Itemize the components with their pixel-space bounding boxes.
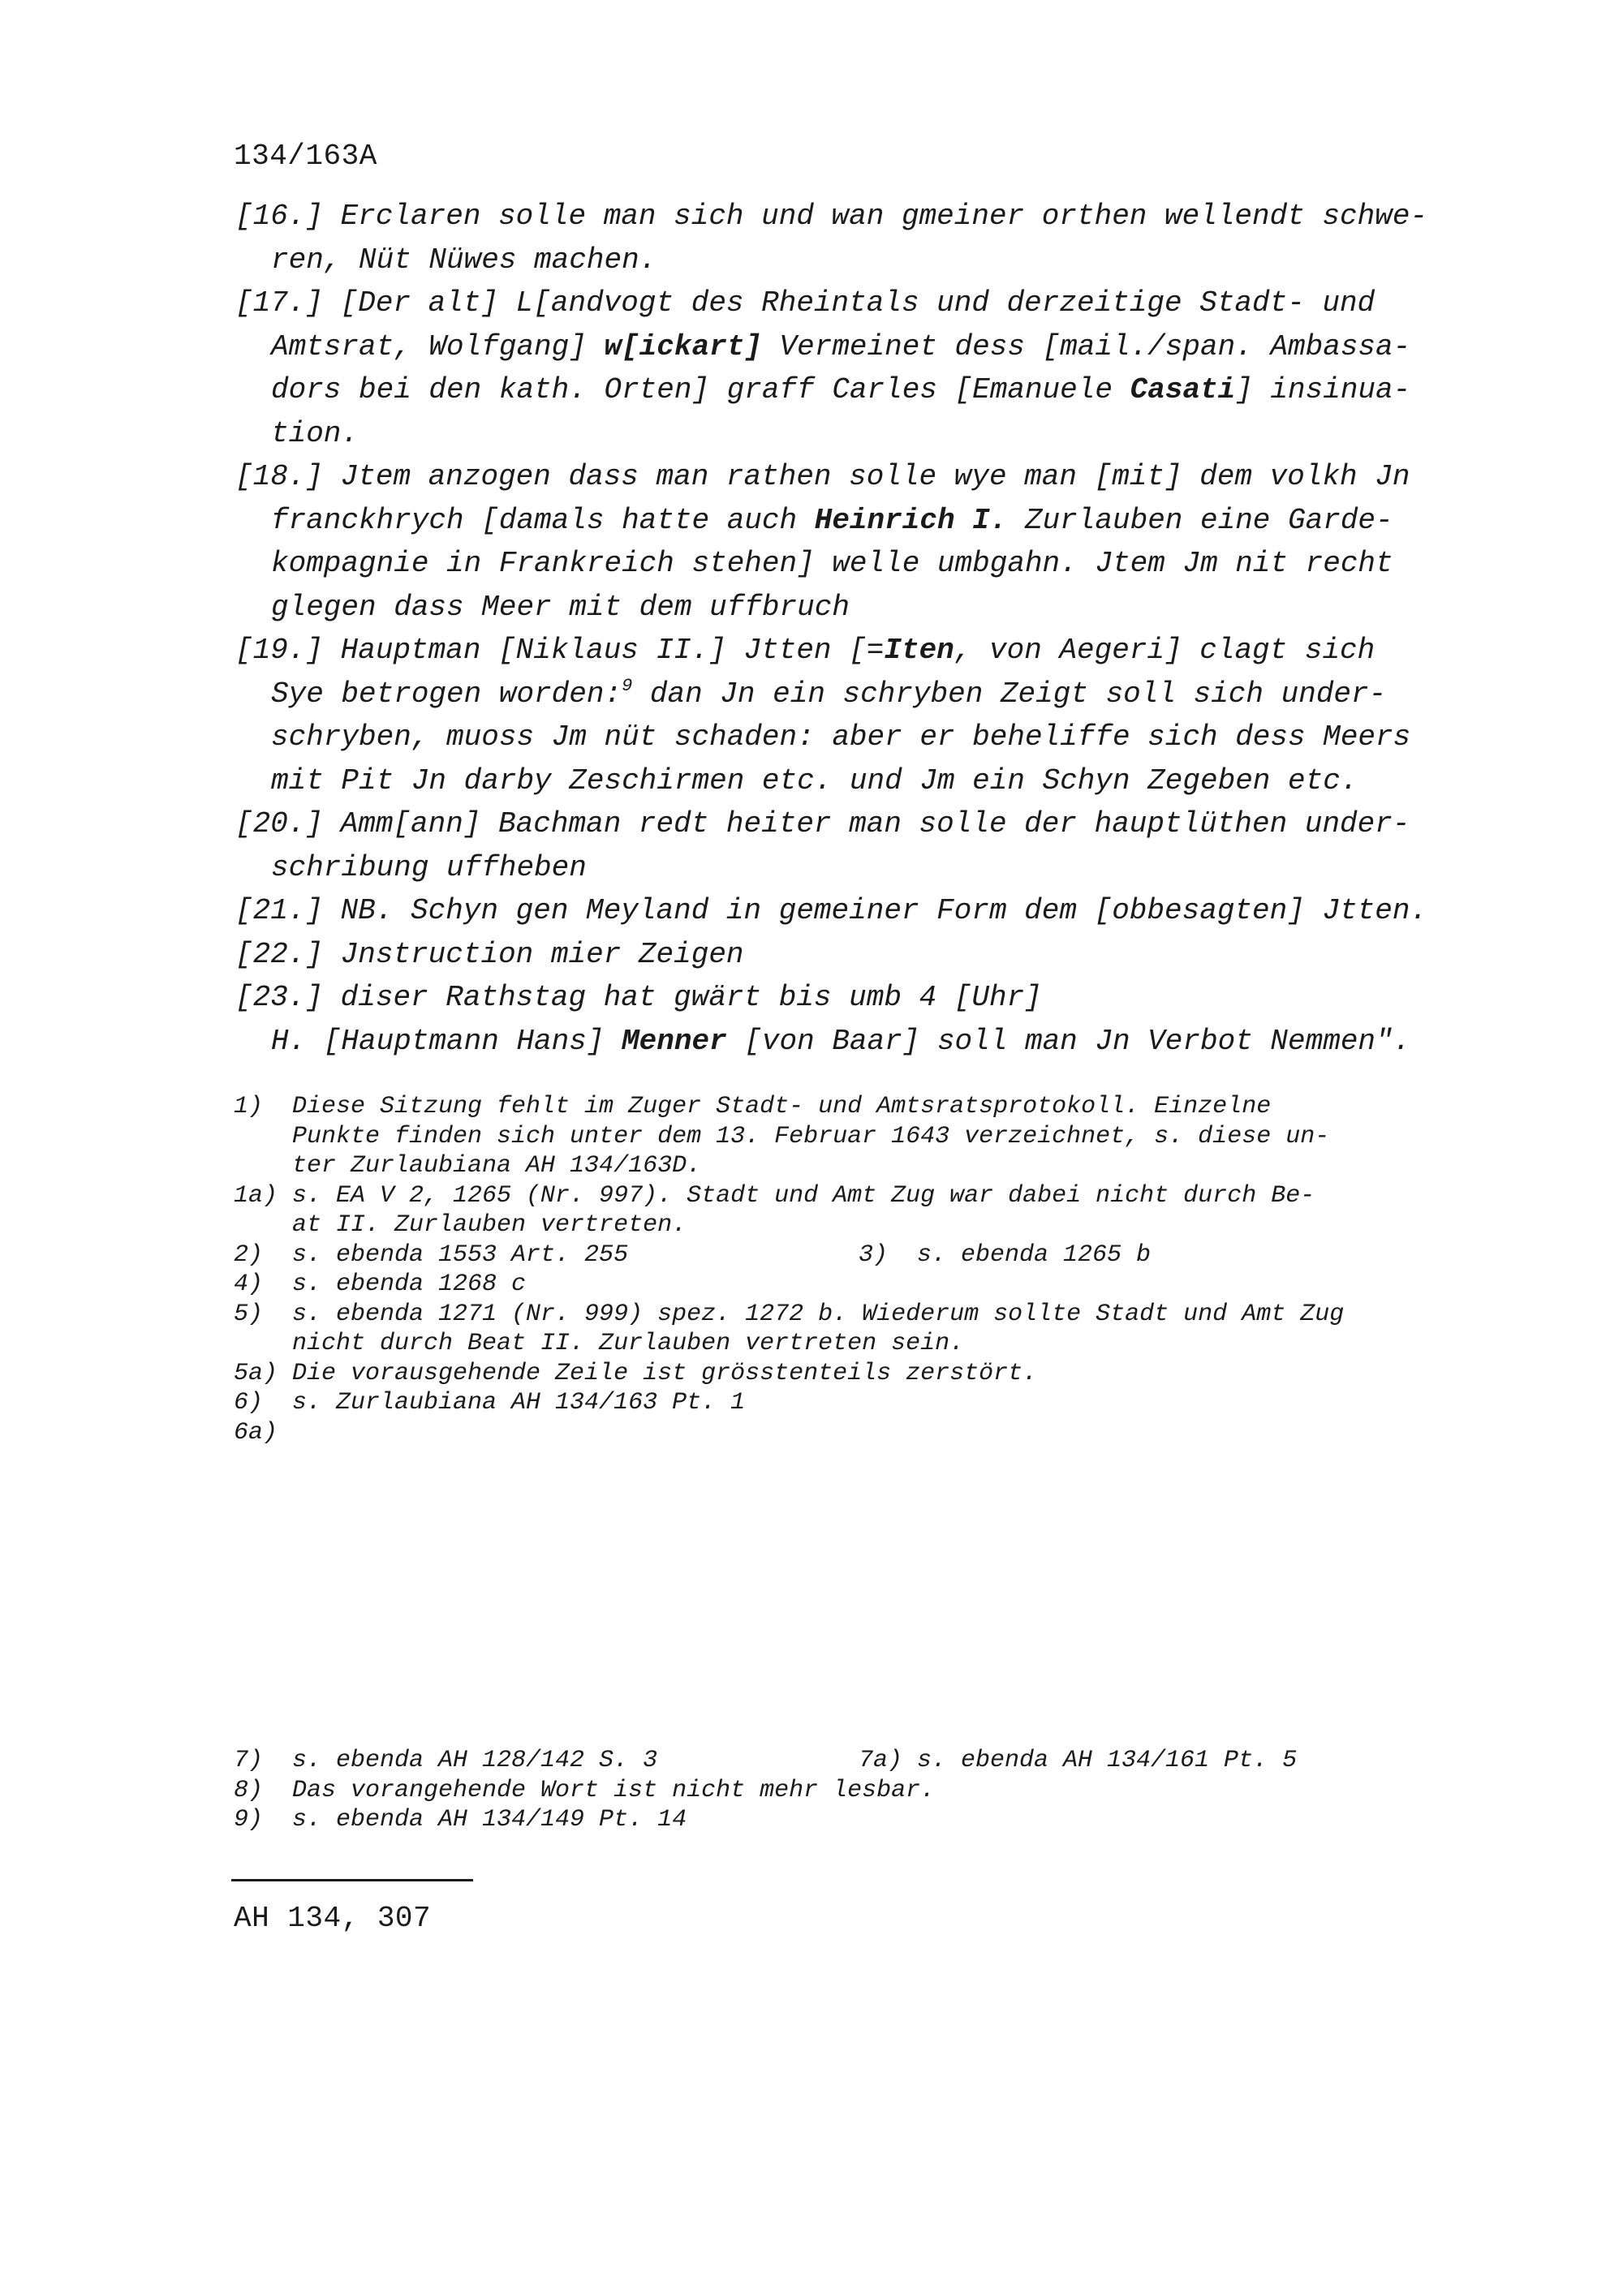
entry-number: [20.] [235,807,324,841]
entry-text: Vermeinet dess [mail./span. Ambassa- [761,329,1411,363]
footnote-text: s. ebenda 1268 c [292,1271,527,1298]
entry-20 [235,802,1501,889]
entry-text: ] insinua- [1235,373,1411,406]
footnote-number: 4) [234,1271,264,1298]
entry-16 [235,195,1501,282]
footnote-4 [234,1270,1500,1300]
footnote-text: s. ebenda 1265 b [917,1240,1152,1269]
footnote-number: 5a) [234,1359,278,1387]
footnote-text: Die vorausgehende Zeile ist grösstenteils zerstört. [292,1359,1038,1387]
footnote-number: 3) [859,1240,889,1269]
footnote-text: nicht durch Beat II. Zurlauben vertreten sein. [292,1330,965,1357]
footnote-5 [234,1300,1500,1359]
footnotes-bottom [234,1746,1500,1835]
entry-text: NB. Schyn gen Meyland in gemeiner Form dem [obbesagten] Jtten. [340,894,1428,927]
entry-text: kompagnie in Frankreich stehen] welle umbgahn. Jtem Jm nit recht [271,547,1393,580]
archive-reference: AH 134, 307 [234,1902,432,1935]
footnote-number: 1) [234,1093,264,1120]
entry-number: [19.] [235,634,324,667]
entry-text: Amm[ann] Bachman redt heiter man solle der hauptlüthen under- [340,807,1410,841]
footnote-1a [234,1181,1500,1240]
footnote-text: Das vorangehende Wort ist nicht mehr lesbar. [292,1776,936,1804]
footnote-marker: 9 [622,675,633,696]
page-reference: 134/163A [234,140,377,173]
entry-text: schryben, muoss Jm nüt schaden: aber er beheliffe sich dess Meers [271,720,1411,754]
entry-text: Amtsrat, Wolfgang] [271,329,605,363]
entry-text: , von Aegeri] clagt sich [954,634,1375,667]
footnote-6 [234,1388,1500,1418]
footnote-number: 9) [234,1806,264,1834]
footnote-number: 2) [234,1240,264,1269]
entry-number: [21.] [235,894,324,927]
footnote-text: s. Zurlaubiana AH 134/163 Pt. 1 [292,1389,746,1417]
entry-text: H. [Hauptmann Hans] [271,1024,622,1058]
footnote-5a [234,1359,1500,1389]
footnote-2-3 [234,1240,1500,1271]
footer-divider [231,1879,473,1881]
entry-text: tion. [271,416,359,450]
entry-text: Jnstruction mier Zeigen [340,937,744,971]
footnote-number: 8) [234,1776,264,1804]
footnote-number: 1a) [234,1181,278,1210]
entry-22 [235,933,1501,977]
bold-name: Heinrich I. [814,503,1008,537]
footnote-number: 7) [234,1747,264,1774]
entry-text: Zurlauben eine Garde- [1007,503,1393,537]
entry-text: dan Jn ein schryben Zeigt soll sich under- [632,677,1387,711]
footnotes-top [234,1092,1500,1447]
footnote-text: s. ebenda 1271 (Nr. 999) spez. 1272 b. Wiederum sollte Stadt und Amt Zug [292,1300,1345,1328]
protocol-entries [235,195,1501,1063]
footnote-text: s. ebenda AH 134/161 Pt. 5 [917,1747,1298,1774]
footnote-text: Punkte finden sich unter dem 13. Februar 1643 verzeichnet, s. diese un- [292,1122,1330,1150]
footnote-text: Diese Sitzung fehlt im Zuger Stadt- und Amtsratsprotokoll. Einzelne [292,1093,1272,1120]
entry-text: dors bei den kath. Orten] graff Carles [Emanuele [271,373,1130,406]
entry-text: [von Baar] soll man Jn Verbot Nemmen". [726,1024,1411,1058]
entry-19 [235,629,1501,802]
entry-text: Jtem anzogen dass man rathen solle wye man [mit] dem volkh Jn [340,460,1410,493]
entry-text: [Der alt] L[andvogt des Rheintals und derzeitige Stadt- und [340,286,1375,320]
footnote-number: 6a) [234,1418,278,1447]
footnote-number: 7a) [859,1747,903,1774]
entry-text: franckhrych [damals hatte auch [271,503,815,537]
footnote-8 [234,1776,1500,1806]
entry-number: [18.] [235,460,324,493]
footnote-text: s. ebenda AH 134/149 Pt. 14 [292,1806,687,1834]
entry-text: Erclaren solle man sich und wan gmeiner orthen wellendt schwe- [340,200,1428,233]
entry-23 [235,976,1501,1063]
entry-text: mit Pit Jn darby Zeschirmen etc. und Jm ein Schyn Zegeben etc. [271,763,1358,798]
footnote-6a [234,1418,1500,1448]
bold-name: Iten [884,634,954,667]
entry-21 [235,889,1501,933]
footnote-text: at II. Zurlauben vertreten. [292,1211,687,1239]
entry-number: [17.] [235,286,324,320]
entry-17 [235,282,1501,455]
entry-number: [23.] [235,981,324,1014]
footnote-9 [234,1805,1500,1835]
footnote-7-7a [234,1746,1500,1776]
footnote-text: ter Zurlaubiana AH 134/163D. [292,1152,702,1180]
entry-text: diser Rathstag hat gwärt bis umb 4 [Uhr] [340,981,1042,1014]
entry-number: [22.] [235,937,324,971]
entry-text: schribung uffheben [271,850,587,884]
entry-text: Sye betrogen worden: [271,677,622,711]
entry-18 [235,455,1501,629]
entry-number: [16.] [235,200,324,233]
entry-text: glegen dass Meer mit dem uffbruch [271,590,850,624]
footnote-number: 6) [234,1389,264,1417]
footnote-number: 5) [234,1300,264,1328]
bold-name: Menner [622,1024,727,1058]
bold-name: Casati [1130,373,1236,406]
footnote-text: s. ebenda 1553 Art. 255 [292,1240,629,1269]
bold-name: w[ickart] [604,329,762,363]
entry-text: Hauptman [Niklaus II.] Jtten [= [340,634,885,667]
entry-text: ren, Nüt Nüwes machen. [271,243,657,277]
footnote-text: s. ebenda AH 128/142 S. 3 [292,1747,658,1774]
footnote-1 [234,1092,1500,1181]
footnote-text: s. EA V 2, 1265 (Nr. 997). Stadt und Amt Zug war dabei nicht durch Be- [292,1181,1315,1210]
